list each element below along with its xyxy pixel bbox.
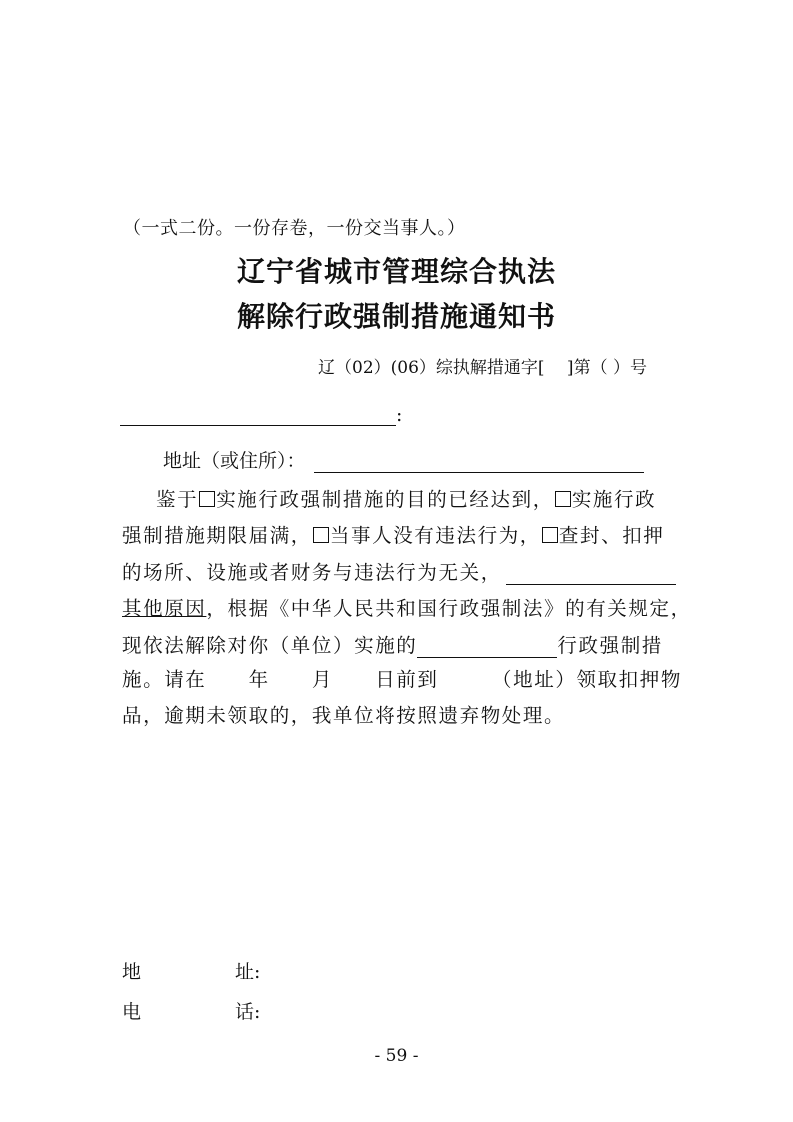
body-text: 的场所、设施或者财务与违法行为无关， [122, 561, 502, 584]
address-field[interactable] [163, 446, 644, 473]
body-line-6: 施。请在 年 月 日前到 （地址）领取扣押物 [122, 668, 682, 691]
body-text: 鉴于 [156, 488, 199, 511]
body-text: 现依法解除对你（单位）实施的 [122, 634, 418, 657]
copies-note: （一式二份。一份存卷，一份交当事人。） [123, 218, 466, 239]
page-number: - 59 - [374, 1046, 419, 1066]
body-text: 实施行政 [571, 488, 657, 511]
footer-phone-label-1: 电 [122, 1001, 142, 1023]
checkbox-period-expired[interactable] [555, 491, 571, 507]
address-blank[interactable] [314, 451, 644, 473]
body-line-7: 品，逾期未领取的，我单位将按照遗弃物处理。 [122, 704, 566, 727]
title-line-1: 辽宁省城市管理综合执法 [236, 255, 556, 288]
checkbox-no-violation[interactable] [313, 527, 329, 543]
addressee-colon: : [396, 404, 403, 426]
body-text: 行政强制措 [557, 634, 663, 657]
body-text: 强制措施期限届满， [122, 524, 312, 547]
addressee-field[interactable] [120, 404, 402, 426]
body-text: 实施行政强制措施的目的已经达到， [216, 488, 554, 511]
measure-blank[interactable] [417, 636, 557, 658]
body-line-1 [156, 484, 656, 512]
footer-address-label-2: 址: [235, 961, 261, 983]
address-label: 地址（或住所）： [163, 450, 306, 472]
document-number: 辽（02）(06）综执解措通字[ ]第（ ）号 [318, 358, 647, 378]
body-line-3 [122, 557, 676, 585]
addressee-blank[interactable] [120, 404, 396, 426]
body-text: ，根据《中华人民共和国行政强制法》的有关规定， [206, 597, 692, 620]
other-reason-label: 其他原因 [122, 597, 207, 620]
checkbox-purpose-achieved[interactable] [199, 491, 215, 507]
body-text: 查封、扣押 [558, 524, 665, 547]
checkbox-unrelated-property[interactable] [542, 527, 558, 543]
body-line-2 [122, 520, 664, 548]
body-line-5 [122, 630, 663, 658]
footer-address-label-1: 地 [122, 961, 142, 983]
body-line-4 [122, 593, 692, 621]
footer-phone-label-2: 话: [235, 1001, 261, 1023]
body-text: 当事人没有违法行为， [329, 524, 541, 547]
title-line-2: 解除行政强制措施通知书 [236, 300, 556, 333]
other-reason-blank[interactable] [506, 563, 676, 585]
